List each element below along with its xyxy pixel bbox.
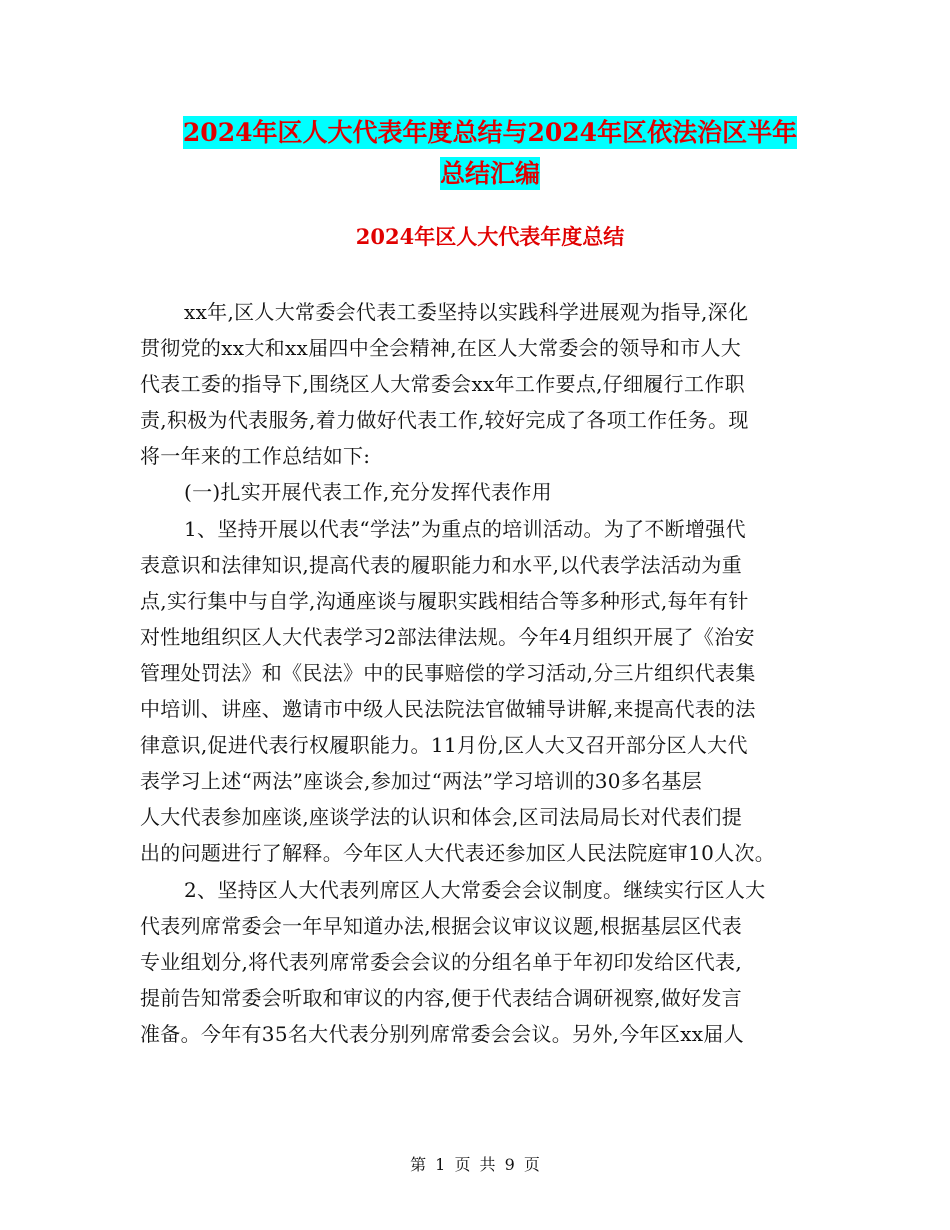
- section-title: 2024年区人大代表年度总结: [355, 224, 625, 249]
- paragraph-intro-line: 将一年来的工作总结如下:: [140, 444, 371, 469]
- paragraph-intro-line: xx年,区人大常委会代表工委坚持以实践科学进展观为指导,深化: [184, 300, 749, 324]
- paragraph-2-line: 提前告知常委会听取和审议的内容,便于代表结合调研视察,做好发言: [140, 985, 743, 1010]
- paragraph-intro-line: 贯彻党的xx大和xx届四中全会精神,在区人大常委会的领导和市人大: [140, 336, 742, 361]
- document-title-line-2: 总结汇编: [439, 159, 540, 188]
- paragraph-2-line: 准备。今年有35名大代表分别列席常委会会议。另外,今年区xx届人: [140, 1021, 744, 1046]
- paragraph-intro-line: 代表工委的指导下,围绕区人大常委会xx年工作要点,仔细履行工作职: [140, 372, 745, 397]
- document-title: [120, 112, 860, 194]
- paragraph-1-line: 表意识和法律知识,提高代表的履职能力和水平,以代表学法活动为重: [140, 552, 743, 577]
- paragraph-1-line: 点,实行集中与自学,沟通座谈与履职实践相结合等多种形式,每年有针: [140, 588, 749, 613]
- paragraph-1-line: 律意识,促进代表行权履职能力。11月份,区人大又召开部分区人大代: [140, 733, 748, 758]
- document-title-line-1: 2024年区人大代表年度总结与2024年区依法治区半年: [182, 118, 798, 147]
- paragraph-1-line: 出的问题进行了解释。今年区人大代表还参加区人民法院庭审10人次。: [140, 841, 776, 866]
- body-text: [140, 294, 820, 1052]
- paragraph-2-line: 2、坚持区人大代表列席区人大常委会会议制度。继续实行区人大: [184, 877, 766, 902]
- paragraph-2-line: 代表列席常委会一年早知道办法,根据会议审议议题,根据基层区代表: [140, 913, 743, 938]
- paragraph-intro-line: 责,积极为代表服务,着力做好代表工作,较好完成了各项工作任务。现: [140, 408, 749, 433]
- paragraph-1-line: 中培训、讲座、邀请市中级人民法院法官做辅导讲解,来提高代表的法: [140, 697, 756, 722]
- subheading-line: (一)扎实开展代表工作,充分发挥代表作用: [184, 480, 552, 505]
- paragraph-2-line: 专业组划分,将代表列席常委会会议的分组名单于年初印发给区代表,: [140, 949, 743, 974]
- paragraph-1-line: 对性地组织区人大代表学习2部法律法规。今年4月组织开展了《治安: [140, 624, 755, 649]
- paragraph-1-line: 人大代表参加座谈,座谈学法的认识和体会,区司法局局长对代表们提: [140, 805, 743, 830]
- paragraph-1-line: 管理处罚法》和《民法》中的民事赔偿的学习活动,分三片组织代表集: [140, 660, 756, 685]
- paragraph-1-line: 表学习上述“两法”座谈会,参加过“两法”学习培训的30多名基层: [140, 769, 703, 794]
- paragraph-1-line: 1、坚持开展以代表“学法”为重点的培训活动。为了不断增强代: [184, 516, 746, 541]
- page-footer: 第 1 页 共 9 页: [410, 1155, 540, 1174]
